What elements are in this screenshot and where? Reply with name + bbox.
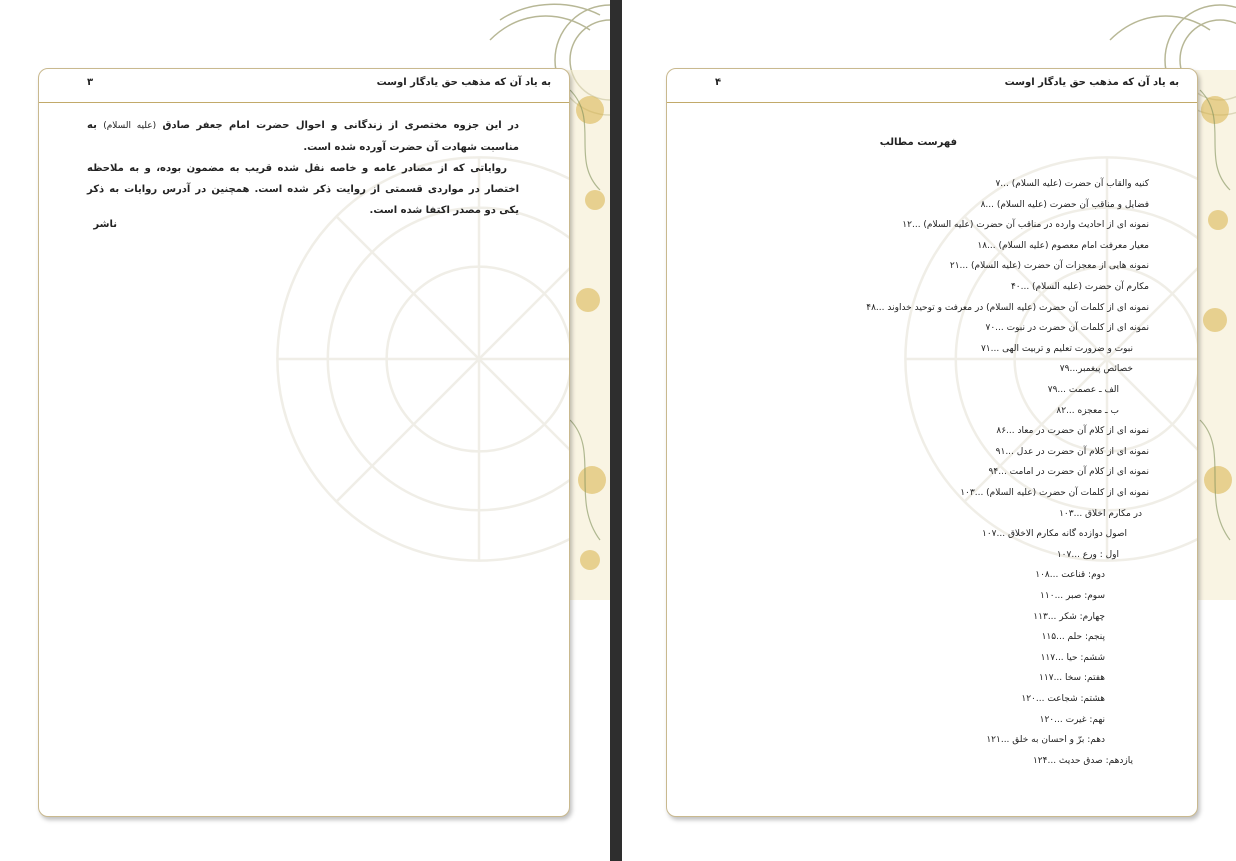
toc-item: یازدهم: صدق حدیث ...۱۲۴ [1032, 755, 1133, 766]
toc-item: مکارم آن حضرت (علیه السلام) ...۴۰ [1010, 282, 1149, 292]
paragraph-1-part-a: در این جزوه مختصری از زندگانی و احوال حضرت امام جعفر صادق [162, 120, 519, 131]
toc-item: نمونه ای از احادیث وارده در مناقب آن حضرت (علیه السلام) ...۱۲ [902, 220, 1149, 231]
table-of-contents [667, 69, 1197, 816]
toc-item: چهارم: شکر ...۱۱۳ [1033, 611, 1105, 622]
toc-item: در مکارم اخلاق ...۱۰۳ [1059, 508, 1142, 519]
toc-item: نهم: غیرت ...۱۲۰ [1039, 714, 1105, 725]
toc-title: فهرست مطالب [879, 137, 957, 148]
header-title: به یاد آن که مذهب حق یادگار اوست [1004, 77, 1179, 88]
toc-item: دوم: قناعت ...۱۰۸ [1035, 570, 1105, 581]
paragraph-2: روایاتی که از مصادر عامه و خاصه نقل شده قریب به مضمون بوده، و به ملاحظه اختصار در مواردی قسمتی از روایت ذکر شده است. همچنین در آدرس روایات به ذکر یکی دو مصدر اکتفا شده است. [87, 163, 519, 216]
page-header [39, 69, 569, 103]
toc-item: نمونه ای از کلام آن حضرت در عدل ...۹۱ [995, 446, 1149, 457]
toc-item: اول : ورع ...۱۰۷ [1056, 549, 1119, 560]
intro-text [87, 115, 519, 221]
toc-item: نمونه ای از کلمات آن حضرت (علیه السلام) ...۱۰۳ [960, 488, 1149, 498]
publisher-signature: ناشر [93, 219, 117, 230]
toc-item: الف ـ عصمت ...۷۹ [1047, 385, 1119, 395]
toc-item: نمونه ای از کلمات آن حضرت (علیه السلام) در معرفت و توحید خداوند ...۴۸ [866, 302, 1149, 313]
paragraph-1 [87, 115, 519, 158]
spread-divider [610, 0, 622, 861]
toc-item: کنیه والقاب آن حضرت (علیه السلام) ...۷ [995, 179, 1149, 189]
toc-item: دهم: برّ و احسان به خلق ...۱۲۱ [986, 735, 1105, 746]
honorific: (علیه السلام) [103, 121, 157, 131]
page-3 [38, 68, 570, 817]
toc-item: نمونه ای از کلام آن حضرت در معاد ...۸۶ [996, 426, 1149, 437]
toc-item: سوم: صبر ...۱۱۰ [1040, 591, 1105, 601]
toc-item: اصول دوازده گانه مکارم الاخلاق ...۱۰۷ [981, 529, 1127, 540]
page-number: ۳ [87, 77, 94, 88]
toc-item: نمونه هایی از معجزات آن حضرت (علیه السلام) ...۲۱ [949, 261, 1149, 272]
toc-item: نمونه ای از کلام آن حضرت در امامت ...۹۴ [988, 467, 1149, 478]
toc-item: نمونه ای از کلمات آن حضرت در نبوت ...۷۰ [985, 323, 1149, 334]
page-4 [666, 68, 1198, 817]
toc-item: هفتم: سخا ...۱۱۷ [1039, 673, 1105, 684]
toc-item: خصائص پیغمبر...۷۹ [1059, 364, 1133, 375]
toc-item: ششم: حیا ...۱۱۷ [1040, 652, 1105, 663]
toc-item: فضایل و مناقب آن حضرت (علیه السلام) ...۸ [980, 199, 1149, 210]
header-title: به یاد آن که مذهب حق یادگار اوست [376, 77, 551, 88]
toc-item: پنجم: حلم ...۱۱۵ [1041, 632, 1105, 643]
page-number: ۴ [715, 77, 722, 88]
toc-item: معیار معرفت امام معصوم (علیه السلام) ...۱۸ [977, 240, 1149, 251]
paragraph-1-part-b: به مناسبت شهادت آن حضرت آورده شده است. [87, 120, 519, 153]
toc-item: ب ـ معجزه ...۸۲ [1056, 405, 1119, 416]
toc-item: هشتم: شجاعت ...۱۲۰ [1021, 694, 1105, 704]
toc-item: نبوت و ضرورت تعلیم و تربیت الهی ...۷۱ [980, 343, 1133, 354]
